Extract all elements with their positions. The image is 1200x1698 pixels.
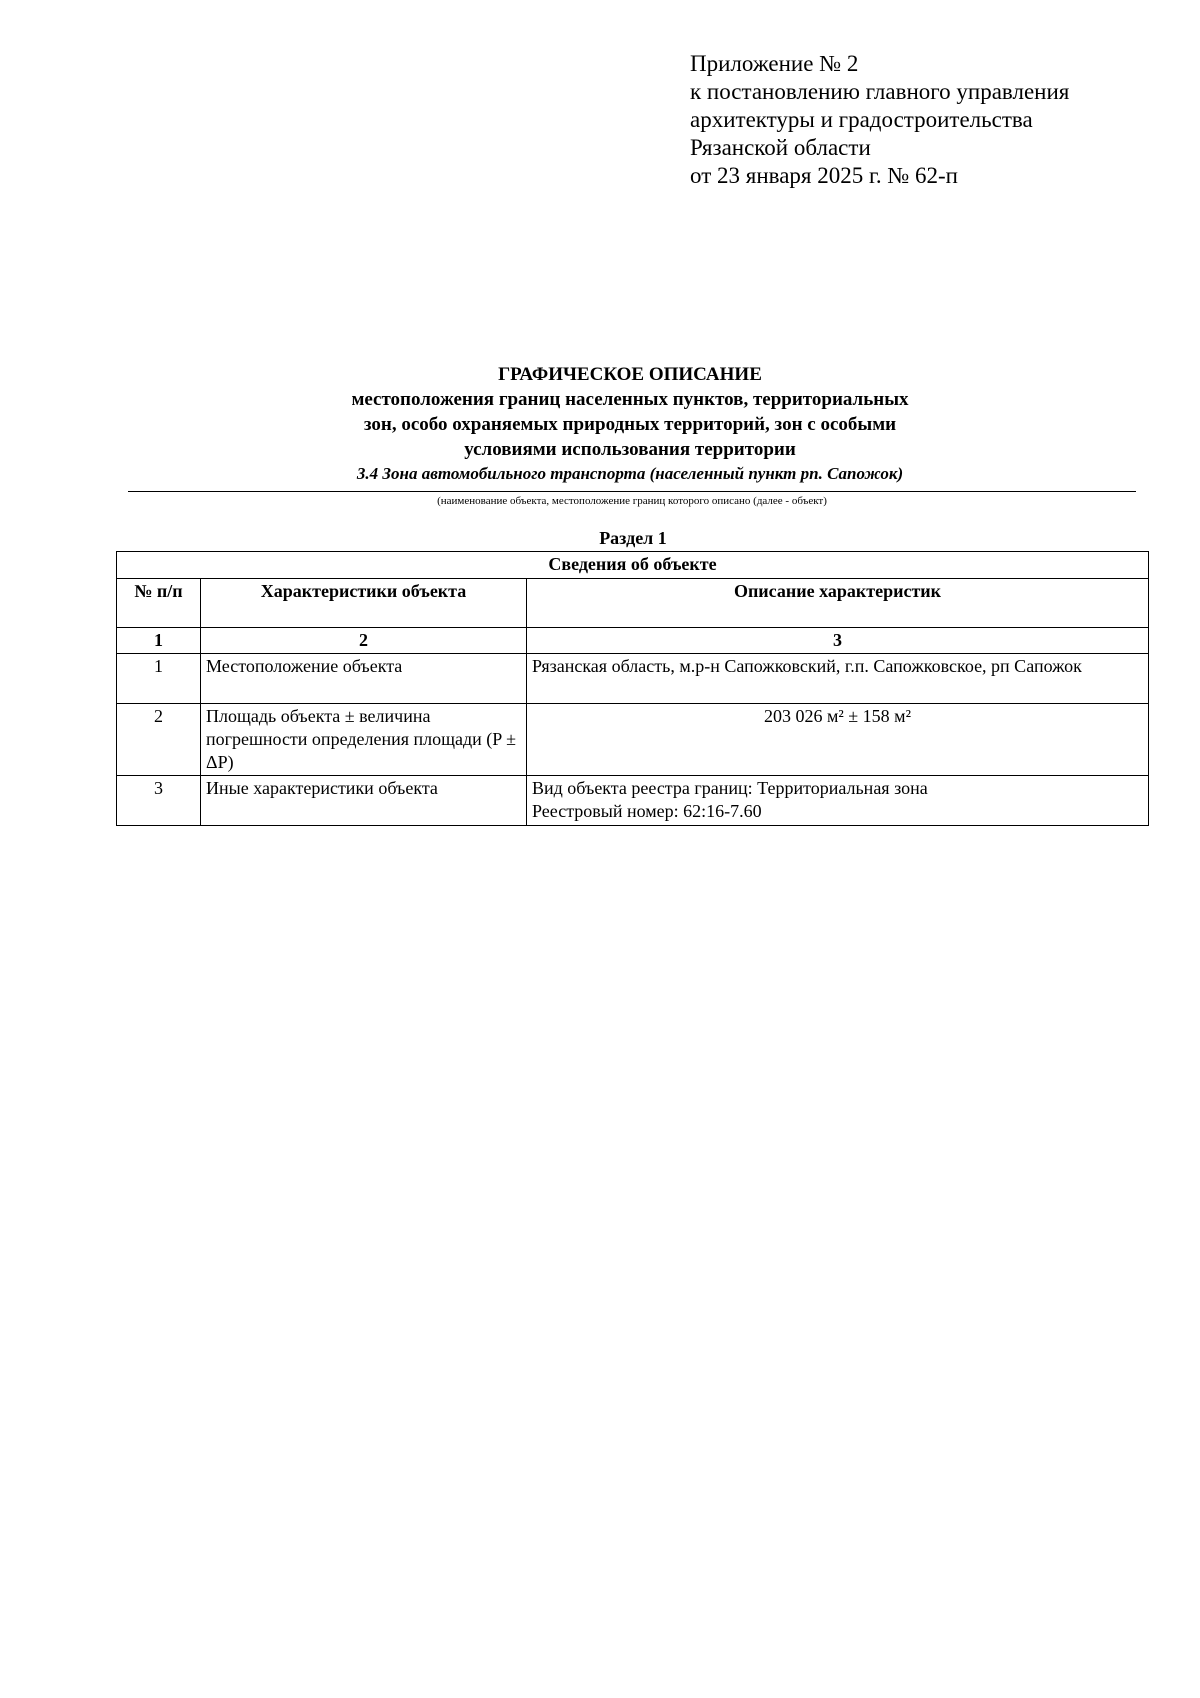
row-number: 1 <box>117 654 201 704</box>
appendix-line: от 23 января 2025 г. № 62-п <box>690 163 958 188</box>
row-characteristic: Иные характеристики объекта <box>201 776 527 826</box>
column-number: 2 <box>201 628 527 654</box>
appendix-line: архитектуры и градостроительства <box>690 107 1033 132</box>
table-caption-row <box>117 552 1149 579</box>
column-number: 1 <box>117 628 201 654</box>
appendix-line: Приложение № 2 <box>690 51 859 76</box>
table-row <box>117 654 1149 704</box>
row-description <box>527 704 1149 776</box>
description-line: Реестровый номер: 62:16-7.60 <box>532 801 762 821</box>
table-row <box>117 704 1149 776</box>
row-number: 3 <box>117 776 201 826</box>
document-heading <box>118 362 1142 485</box>
row-number: 2 <box>117 704 201 776</box>
row-description <box>527 654 1149 704</box>
appendix-header <box>690 50 1069 190</box>
column-number: 3 <box>527 628 1149 654</box>
document-title: ГРАФИЧЕСКОЕ ОПИСАНИЕ <box>498 364 762 385</box>
row-characteristic: Местоположение объекта <box>201 654 527 704</box>
document-subtitle-line: местоположения границ населенных пунктов, территориальных <box>351 389 909 410</box>
appendix-line: Рязанской области <box>690 135 871 160</box>
appendix-line: к постановлению главного управления <box>690 79 1070 104</box>
row-description <box>527 776 1149 826</box>
object-name-caption: (наименование объекта, местоположение границ которого описано (далее - объект) <box>437 495 827 507</box>
header-characteristic: Характеристики объекта <box>201 579 527 628</box>
description-line: Рязанская область, м.р-н Сапожковский, г.п. Сапожковское, рп Сапожок <box>532 656 1082 676</box>
row-characteristic: Площадь объекта ± величина погрешности определения площади (P ± ΔP) <box>201 704 527 776</box>
document-subtitle-line: условиями использования территории <box>464 439 796 460</box>
table-row <box>117 776 1149 826</box>
description-line: 203 026 м² ± 158 м² <box>764 706 911 726</box>
object-name: 3.4 Зона автомобильного транспорта (населенный пункт рп. Сапожок) <box>356 464 904 483</box>
section-title: Раздел 1 <box>599 528 667 548</box>
table-header-row <box>117 579 1149 628</box>
description-line: Вид объекта реестра границ: Территориальная зона <box>532 778 928 798</box>
header-num: № п/п <box>117 579 201 628</box>
object-info-table <box>116 551 1149 826</box>
object-name-underline <box>128 491 1136 492</box>
column-number-row <box>117 628 1149 654</box>
header-description: Описание характеристик <box>527 579 1149 628</box>
table-caption: Сведения об объекте <box>117 552 1149 579</box>
document-subtitle-line: зон, особо охраняемых природных территорий, зон с особыми <box>363 414 897 435</box>
